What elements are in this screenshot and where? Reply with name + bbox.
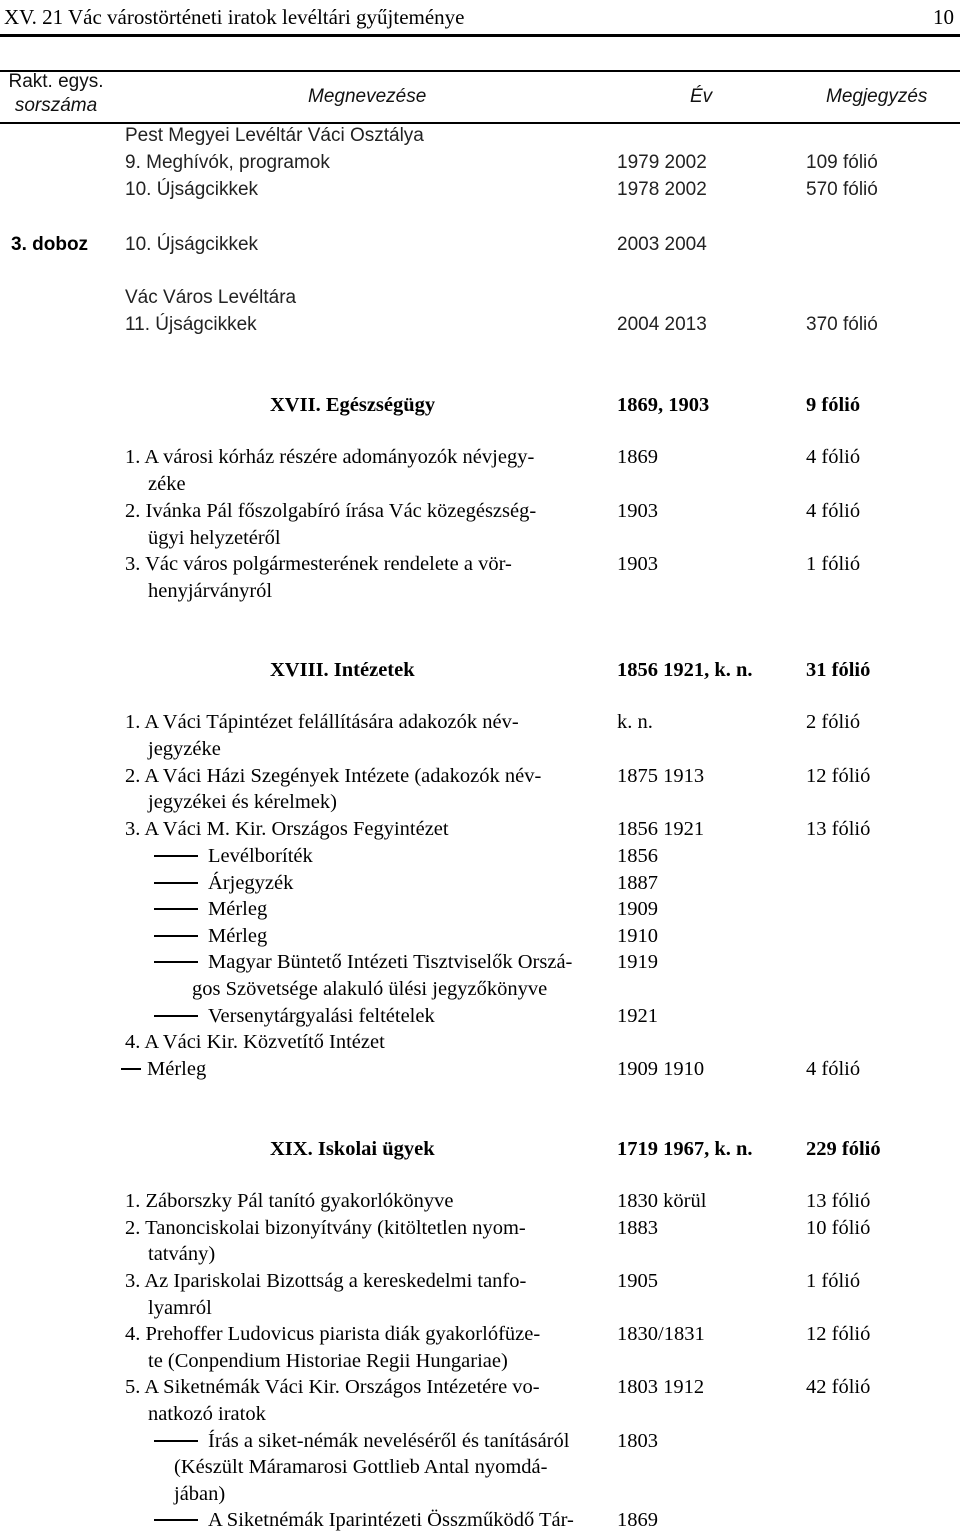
table-row bbox=[0, 231, 960, 258]
item-name: 9. Meghívók, programok bbox=[125, 152, 330, 173]
table-row bbox=[0, 498, 960, 525]
table-row bbox=[0, 176, 960, 203]
table-row bbox=[0, 444, 960, 471]
table-row bbox=[0, 149, 960, 176]
item-name: 3. Az Ipariskolai Bizottság a kereskedelmi tanfo- bbox=[125, 1270, 527, 1292]
item-year: 1869 bbox=[617, 1509, 658, 1531]
item-name: Mérleg bbox=[147, 1058, 207, 1080]
table-row bbox=[0, 122, 960, 149]
table-row bbox=[0, 976, 960, 1003]
table-row bbox=[0, 736, 960, 763]
item-name: 10. Újságcikkek bbox=[125, 234, 259, 255]
item-note: 12 fólió bbox=[806, 1323, 871, 1345]
item-year: 1883 bbox=[617, 1217, 658, 1239]
item-name-continued: tatvány) bbox=[148, 1243, 216, 1265]
table-row bbox=[0, 1268, 960, 1295]
item-year: 1978 2002 bbox=[617, 179, 707, 200]
item-name: 3. Vác város polgármesterének rendelete a vör- bbox=[125, 553, 512, 575]
dash-marker bbox=[154, 855, 198, 857]
table-row bbox=[0, 870, 960, 897]
item-year: 1903 bbox=[617, 500, 658, 522]
table-row bbox=[0, 1295, 960, 1322]
table-row bbox=[0, 816, 960, 843]
section-year: 1856 1921, k. n. bbox=[617, 659, 753, 681]
table-row bbox=[0, 1188, 960, 1215]
dash-marker bbox=[154, 935, 198, 937]
item-year: k. n. bbox=[617, 711, 653, 733]
item-name: Vác Város Levéltára bbox=[125, 287, 297, 308]
section-year: 1719 1967, k. n. bbox=[617, 1138, 753, 1160]
item-name: Magyar Büntető Intézeti Tisztviselők Orszá- bbox=[208, 951, 573, 973]
item-name: Írás a siket-némák neveléséről és tanításáról bbox=[208, 1430, 570, 1452]
item-year: 1869 bbox=[617, 446, 658, 468]
item-name: 11. Újságcikkek bbox=[125, 314, 257, 335]
item-year: 1875 1913 bbox=[617, 765, 705, 787]
column-header-number bbox=[6, 70, 106, 118]
page-number: 10 bbox=[933, 4, 954, 29]
section-heading-row bbox=[0, 392, 960, 419]
table-row bbox=[0, 551, 960, 578]
item-name: Mérleg bbox=[208, 925, 268, 947]
table-row bbox=[0, 1481, 960, 1508]
item-note: 1 fólió bbox=[806, 553, 861, 575]
column-header-number-line2: sorszáma bbox=[14, 95, 98, 116]
section-title: XIX. Iskolai ügyek bbox=[270, 1138, 435, 1160]
column-header-note: Megjegyzés bbox=[826, 86, 928, 107]
section-heading-row bbox=[0, 1136, 960, 1163]
item-name-continued: (Készült Máramarosi Gottlieb Antal nyomdá- bbox=[174, 1456, 548, 1478]
item-year: 1909 bbox=[617, 898, 658, 920]
section-note: 31 fólió bbox=[806, 659, 871, 681]
table-row bbox=[0, 311, 960, 338]
table-row bbox=[0, 1401, 960, 1428]
item-name-continued: gos Szövetsége alakuló ülési jegyzőkönyve bbox=[192, 978, 548, 1000]
table-row bbox=[0, 1428, 960, 1455]
item-name-continued: lyamról bbox=[148, 1297, 212, 1319]
page-header bbox=[4, 0, 960, 34]
item-note: 12 fólió bbox=[806, 765, 871, 787]
section-title: XVIII. Intézetek bbox=[270, 659, 415, 681]
dash-marker bbox=[154, 908, 198, 910]
item-name: A Siketnémák Iparintézeti Összműködő Tár- bbox=[208, 1509, 574, 1531]
item-name: 4. Prehoffer Ludovicus piarista diák gyakorlófüze- bbox=[125, 1323, 541, 1345]
table-row bbox=[0, 1374, 960, 1401]
dash-marker bbox=[154, 961, 198, 963]
dash-marker bbox=[154, 1440, 198, 1442]
item-note: 4 fólió bbox=[806, 500, 861, 522]
item-name-continued: jában) bbox=[174, 1483, 226, 1505]
item-name-continued: henyjárványról bbox=[148, 580, 273, 602]
table-row bbox=[0, 1507, 960, 1534]
item-note: 2 fólió bbox=[806, 711, 861, 733]
item-name-continued: te (Conpendium Historiae Regii Hungariae) bbox=[148, 1350, 508, 1372]
item-name: 2. Tanonciskolai bizonyítvány (kitöltetlen nyom- bbox=[125, 1217, 526, 1239]
item-year: 1803 1912 bbox=[617, 1376, 705, 1398]
column-header-number-line1: Rakt. egys. bbox=[8, 71, 104, 92]
header-rule bbox=[0, 34, 960, 37]
table-row bbox=[0, 1454, 960, 1481]
item-year: 1830 körül bbox=[617, 1190, 707, 1212]
item-year: 1910 bbox=[617, 925, 658, 947]
table-row bbox=[0, 949, 960, 976]
section-heading-row bbox=[0, 657, 960, 684]
item-year: 1903 bbox=[617, 553, 658, 575]
item-note: 4 fólió bbox=[806, 446, 861, 468]
section-year: 1869, 1903 bbox=[617, 394, 710, 416]
table-row bbox=[0, 923, 960, 950]
item-note: 4 fólió bbox=[806, 1058, 861, 1080]
item-year: 1856 bbox=[617, 845, 658, 867]
table-row bbox=[0, 1003, 960, 1030]
item-name: Árjegyzék bbox=[208, 872, 294, 894]
item-name: 3. A Váci M. Kir. Országos Fegyintézet bbox=[125, 818, 449, 840]
item-name: 10. Újságcikkek bbox=[125, 179, 259, 200]
item-note: 1 fólió bbox=[806, 1270, 861, 1292]
table-row bbox=[0, 1029, 960, 1056]
item-year: 1905 bbox=[617, 1270, 658, 1292]
storage-unit-number: 3. doboz bbox=[11, 234, 89, 255]
item-year: 2003 2004 bbox=[617, 234, 707, 255]
table-row bbox=[0, 709, 960, 736]
table-row bbox=[0, 525, 960, 552]
item-name: 4. A Váci Kir. Közvetítő Intézet bbox=[125, 1031, 385, 1053]
item-year: 1803 bbox=[617, 1430, 658, 1452]
item-name: 5. A Siketnémák Váci Kir. Országos Intézetére vo- bbox=[125, 1376, 540, 1398]
table-row bbox=[0, 1241, 960, 1268]
item-year: 1856 1921 bbox=[617, 818, 705, 840]
table-row bbox=[0, 843, 960, 870]
table-row bbox=[0, 284, 960, 311]
table-row bbox=[0, 1056, 960, 1083]
column-header-year: Év bbox=[690, 86, 713, 107]
dash-marker bbox=[121, 1068, 141, 1070]
item-year: 1830/1831 bbox=[617, 1323, 705, 1345]
item-name: Pest Megyei Levéltár Váci Osztálya bbox=[125, 125, 424, 146]
item-name-continued: natkozó iratok bbox=[148, 1403, 266, 1425]
item-year: 1909 1910 bbox=[617, 1058, 705, 1080]
item-name: 1. Záborszky Pál tanító gyakorlókönyve bbox=[125, 1190, 454, 1212]
item-name: Levélboríték bbox=[208, 845, 313, 867]
item-note: 109 fólió bbox=[806, 152, 878, 173]
item-name-continued: jegyzékei és kérelmek) bbox=[148, 791, 337, 813]
item-name: Mérleg bbox=[208, 898, 268, 920]
table-row bbox=[0, 763, 960, 790]
table-row bbox=[0, 896, 960, 923]
table-row bbox=[0, 578, 960, 605]
section-note: 229 fólió bbox=[806, 1138, 881, 1160]
item-year: 2004 2013 bbox=[617, 314, 707, 335]
table-row bbox=[0, 1348, 960, 1375]
item-note: 570 fólió bbox=[806, 179, 878, 200]
item-note: 10 fólió bbox=[806, 1217, 871, 1239]
table-header bbox=[0, 70, 960, 122]
item-note: 13 fólió bbox=[806, 1190, 871, 1212]
item-name: 2. A Váci Házi Szegények Intézete (adakozók név- bbox=[125, 765, 542, 787]
item-name-continued: zéke bbox=[148, 473, 186, 495]
item-name: 1. A városi kórház részére adományozók névjegy- bbox=[125, 446, 535, 468]
dash-marker bbox=[154, 1015, 198, 1017]
column-header-name: Megnevezése bbox=[308, 86, 427, 107]
table-row bbox=[0, 471, 960, 498]
item-note: 42 fólió bbox=[806, 1376, 871, 1398]
item-year: 1919 bbox=[617, 951, 658, 973]
item-year: 1921 bbox=[617, 1005, 658, 1027]
table-row bbox=[0, 789, 960, 816]
item-name: Versenytárgyalási feltételek bbox=[208, 1005, 435, 1027]
item-name-continued: jegyzéke bbox=[148, 738, 221, 760]
section-note: 9 fólió bbox=[806, 394, 861, 416]
item-name: 2. Ivánka Pál főszolgabíró írása Vác közegészség- bbox=[125, 500, 537, 522]
dash-marker bbox=[154, 1519, 198, 1521]
dash-marker bbox=[154, 882, 198, 884]
table-row bbox=[0, 1321, 960, 1348]
item-name-continued: ügyi helyzetéről bbox=[148, 527, 281, 549]
table-row bbox=[0, 1215, 960, 1242]
item-year: 1979 2002 bbox=[617, 152, 707, 173]
item-name: 1. A Váci Tápintézet felállítására adakozók név- bbox=[125, 711, 519, 733]
item-note: 13 fólió bbox=[806, 818, 871, 840]
section-title: XVII. Egészségügy bbox=[270, 394, 436, 416]
page-header-title: XV. 21 Vác várostörténeti iratok levéltári gyűjteménye bbox=[4, 4, 465, 29]
item-year: 1887 bbox=[617, 872, 658, 894]
item-note: 370 fólió bbox=[806, 314, 878, 335]
